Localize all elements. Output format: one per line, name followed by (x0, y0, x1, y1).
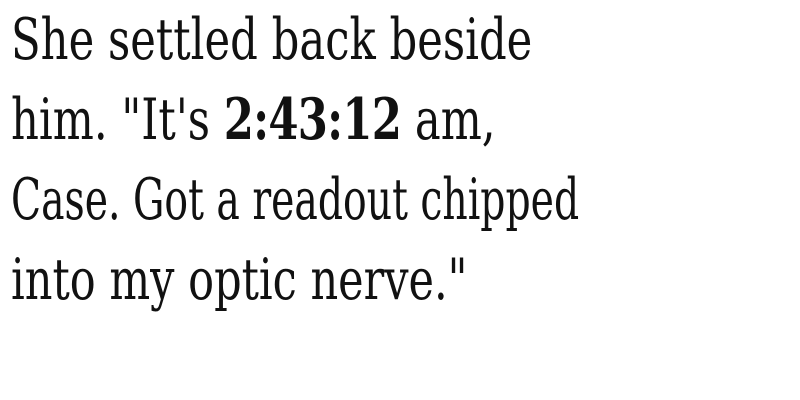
passage-line-4: into my optic nerve." (11, 247, 468, 313)
passage-line-2-end: am, (401, 87, 496, 153)
novel-passage (11, 0, 796, 320)
passage-line-3: Case. Got a readout chipped (11, 167, 580, 233)
passage-line-2-start: him. "It's (11, 87, 224, 153)
time-readout: 2:43:12 (223, 86, 402, 153)
passage-line-1: She settled back beside (11, 7, 533, 73)
passage-line-2 (11, 80, 608, 160)
